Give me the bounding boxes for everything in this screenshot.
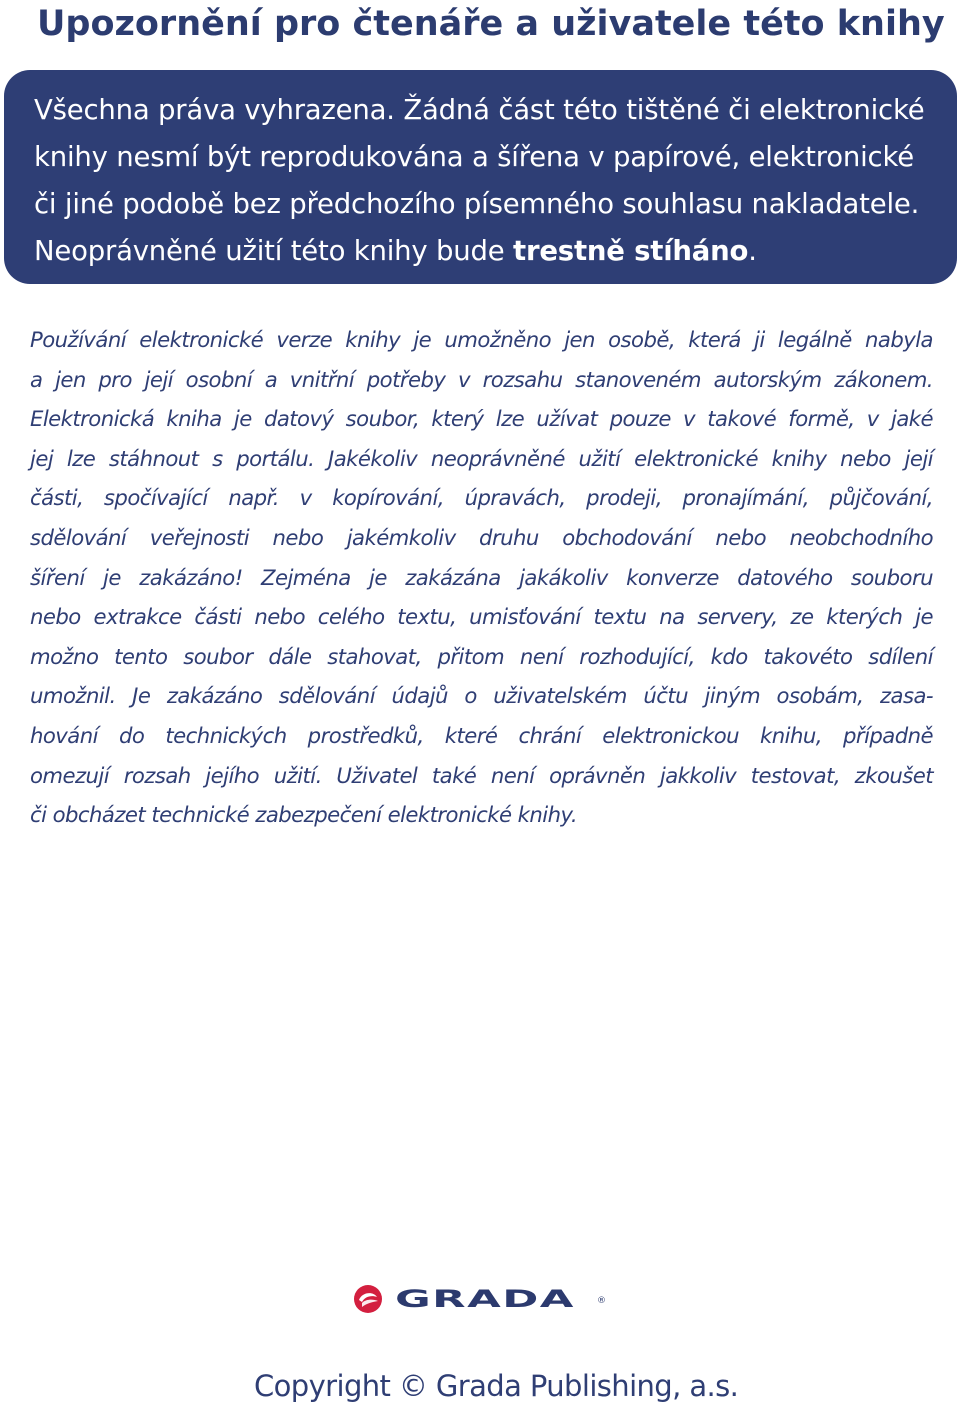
terms-line: možno tento soubor dále stahovat, přitom není rozhodující, kdo takovéto sdílení	[30, 643, 933, 669]
notice-line-4-prefix: Neoprávněné užití této knihy bude	[34, 235, 514, 267]
grada-logo-mark-icon	[353, 1284, 383, 1314]
terms-line: omezují rozsah jejího užití. Uživatel také není oprávněn jakkoliv testovat, zkoušet	[30, 762, 933, 788]
terms-line: a jen pro její osobní a vnitřní potřeby v rozsahu stanoveném autorským zákonem.	[30, 366, 933, 392]
notice-emphasis: trestně stíháno	[513, 235, 749, 267]
terms-line: Elektronická kniha je datový soubor, který lze užívat pouze v takové formě, v jaké	[30, 406, 933, 432]
rights-notice-box	[4, 70, 957, 284]
grada-logo	[353, 1281, 575, 1317]
grada-wordmark: GRADA	[395, 1285, 575, 1313]
copyright-text: Copyright © Grada Publishing, a.s.	[254, 1369, 739, 1403]
registered-mark: ®	[597, 1296, 606, 1306]
terms-line: sdělování veřejnosti nebo jakémkoliv druhu obchodování nebo neobchodního	[30, 524, 933, 550]
terms-line: Používání elektronické verze knihy je umožněno jen osobě, která ji legálně nabyla	[30, 327, 933, 352]
page-title: Upozornění pro čtenáře a uživatele této knihy	[37, 4, 945, 44]
terms-line: či obcházet technické zabezpečení elektronické knihy.	[30, 802, 577, 828]
terms-line: šíření je zakázáno! Zejména je zakázána jakákoliv konverze datového souboru	[30, 564, 933, 590]
terms-line: nebo extrakce části nebo celého textu, umisťování textu na servery, ze kterých je	[30, 604, 933, 630]
notice-line-4	[34, 228, 937, 275]
notice-line-1: Všechna práva vyhrazena. Žádná část této tištěné či elektronické	[34, 94, 925, 126]
notice-line-4-suffix: .	[748, 235, 757, 267]
usage-terms-paragraph	[30, 320, 933, 835]
terms-line: jej lze stáhnout s portálu. Jakékoliv neoprávněné užití elektronické knihy nebo její	[30, 445, 933, 471]
notice-line-2: knihy nesmí být reprodukována a šířena v papírové, elektronické	[34, 141, 914, 173]
terms-line: umožnil. Je zakázáno sdělování údajů o uživatelském účtu jiným osobám, zasa-	[30, 683, 933, 709]
notice-line-3: či jiné podobě bez předchozího písemného souhlasu nakladatele.	[34, 188, 920, 220]
terms-line: hování do technických prostředků, které chrání elektronickou knihu, případně	[30, 722, 933, 748]
terms-line: části, spočívající např. v kopírování, úpravách, prodeji, pronajímání, půjčování,	[30, 485, 933, 511]
rights-notice-text	[34, 87, 937, 275]
